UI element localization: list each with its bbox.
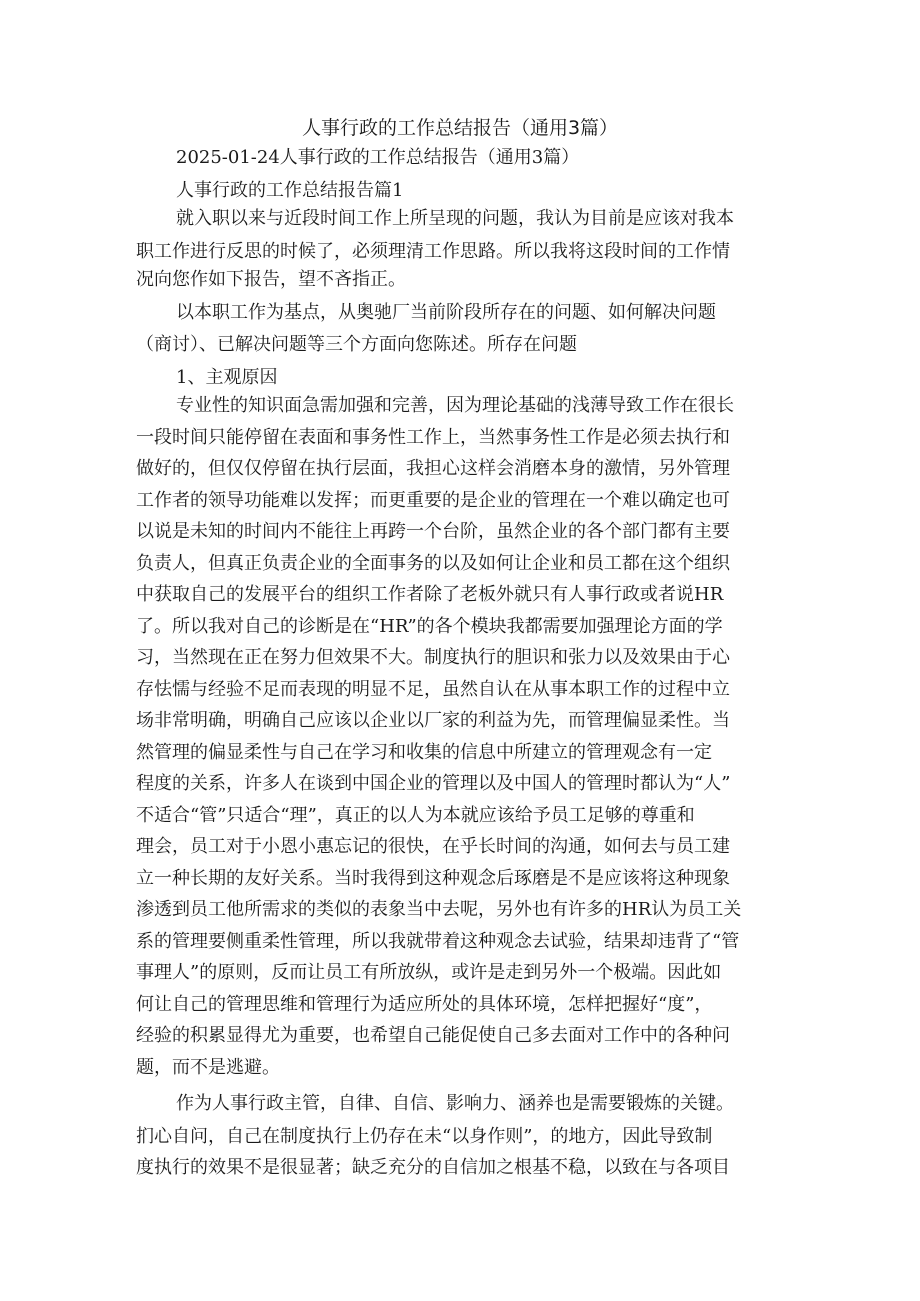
paragraph-line: 系的管理要侧重柔性管理，所以我就带着这种观念去试验，结果却违背了“管	[136, 931, 740, 952]
paragraph-line: 然管理的偏显柔性与自己在学习和收集的信息中所建立的管理观念有一定	[136, 742, 712, 763]
paragraph-line: 以本职工作为基点，从奥驰厂当前阶段所存在的问题、如何解决问题	[176, 302, 716, 323]
paragraph-line: 不适合“管”只适合“理”，真正的以人为本就应该给予员工足够的尊重和	[136, 805, 695, 826]
paragraph-line: 程度的关系，许多人在谈到中国企业的管理以及中国人的管理时都认为“人”	[136, 773, 731, 794]
paragraph-line: 负责人，但真正负责企业的全面事务的以及如何让企业和员工都在这个组织	[136, 553, 730, 574]
paragraph-line: 经验的积累显得尤为重要，也希望自己能促使自己多去面对工作中的各种问	[136, 1025, 730, 1046]
document-date-title: 2025-01-24人事行政的工作总结报告（通用3篇）	[176, 147, 580, 168]
paragraph-line: 做好的，但仅仅停留在执行层面，我担心这样会消磨本身的激情，另外管理	[136, 458, 730, 479]
paragraph-line: 扪心自问，自己在制度执行上仍存在未“以身作则”，的地方，因此导致制	[136, 1126, 713, 1147]
paragraph-line: 了。所以我对自己的诊断是在“HR”的各个模块我都需要加强理论方面的学	[136, 616, 723, 637]
paragraph-line: 中获取自己的发展平台的组织工作者除了老板外就只有人事行政或者说HR	[136, 584, 724, 605]
paragraph-line: 一段时间只能停留在表面和事务性工作上，当然事务性工作是必须去执行和	[136, 427, 730, 448]
paragraph-line: （商讨）、已解决问题等三个方面向您陈述。所存在问题	[136, 334, 577, 355]
paragraph-line: 专业性的知识面急需加强和完善，因为理论基础的浅薄导致工作在很长	[176, 395, 734, 416]
paragraph-line: 存怯懦与经验不足而表现的明显不足，虽然自认在从事本职工作的过程中立	[136, 679, 730, 700]
paragraph-line: 理会，员工对于小恩小惠忘记的很快，在乎长时间的沟通，如何去与员工建	[136, 836, 730, 857]
paragraph-line: 渗透到员工他所需求的类似的表象当中去呢，另外也有许多的HR认为员工关	[136, 899, 742, 920]
paragraph-line: 立一种长期的友好关系。当时我得到这种观念后琢磨是不是应该将这种现象	[136, 868, 730, 889]
paragraph-line: 工作者的领导功能难以发挥；而更重要的是企业的管理在一个难以确定也可	[136, 490, 730, 511]
paragraph-line: 题，而不是逃避。	[136, 1057, 280, 1078]
section-heading: 人事行政的工作总结报告篇1	[176, 180, 404, 201]
subsection-heading: 1、主观原因	[176, 367, 278, 388]
paragraph-line: 职工作进行反思的时候了，必须理清工作思路。所以我将这段时间的工作情	[136, 241, 730, 262]
paragraph-line: 度执行的效果不是很显著；缺乏充分的自信加之根基不稳，以致在与各项目	[136, 1157, 730, 1178]
paragraph-line: 就入职以来与近段时间工作上所呈现的问题，我认为目前是应该对我本	[176, 208, 734, 229]
paragraph-line: 何让自己的管理思维和管理行为适应所处的具体环境，怎样把握好“度”，	[136, 994, 713, 1015]
document-title: 人事行政的工作总结报告（通用3篇）	[301, 117, 619, 139]
paragraph-line: 作为人事行政主管，自律、自信、影响力、涵养也是需要锻炼的关键。	[176, 1093, 734, 1114]
paragraph-line: 场非常明确，明确自己应该以企业以厂家的利益为先，而管理偏显柔性。当	[136, 710, 730, 731]
paragraph-line: 事理人”的原则，反而让员工有所放纵，或许是走到另外一个极端。因此如	[136, 962, 722, 983]
paragraph-line: 况向您作如下报告，望不吝指正。	[136, 269, 406, 290]
paragraph-line: 以说是未知的时间内不能往上再跨一个台阶，虽然企业的各个部门都有主要	[136, 521, 730, 542]
paragraph-line: 习，当然现在正在努力但效果不大。制度执行的胆识和张力以及效果由于心	[136, 647, 730, 668]
